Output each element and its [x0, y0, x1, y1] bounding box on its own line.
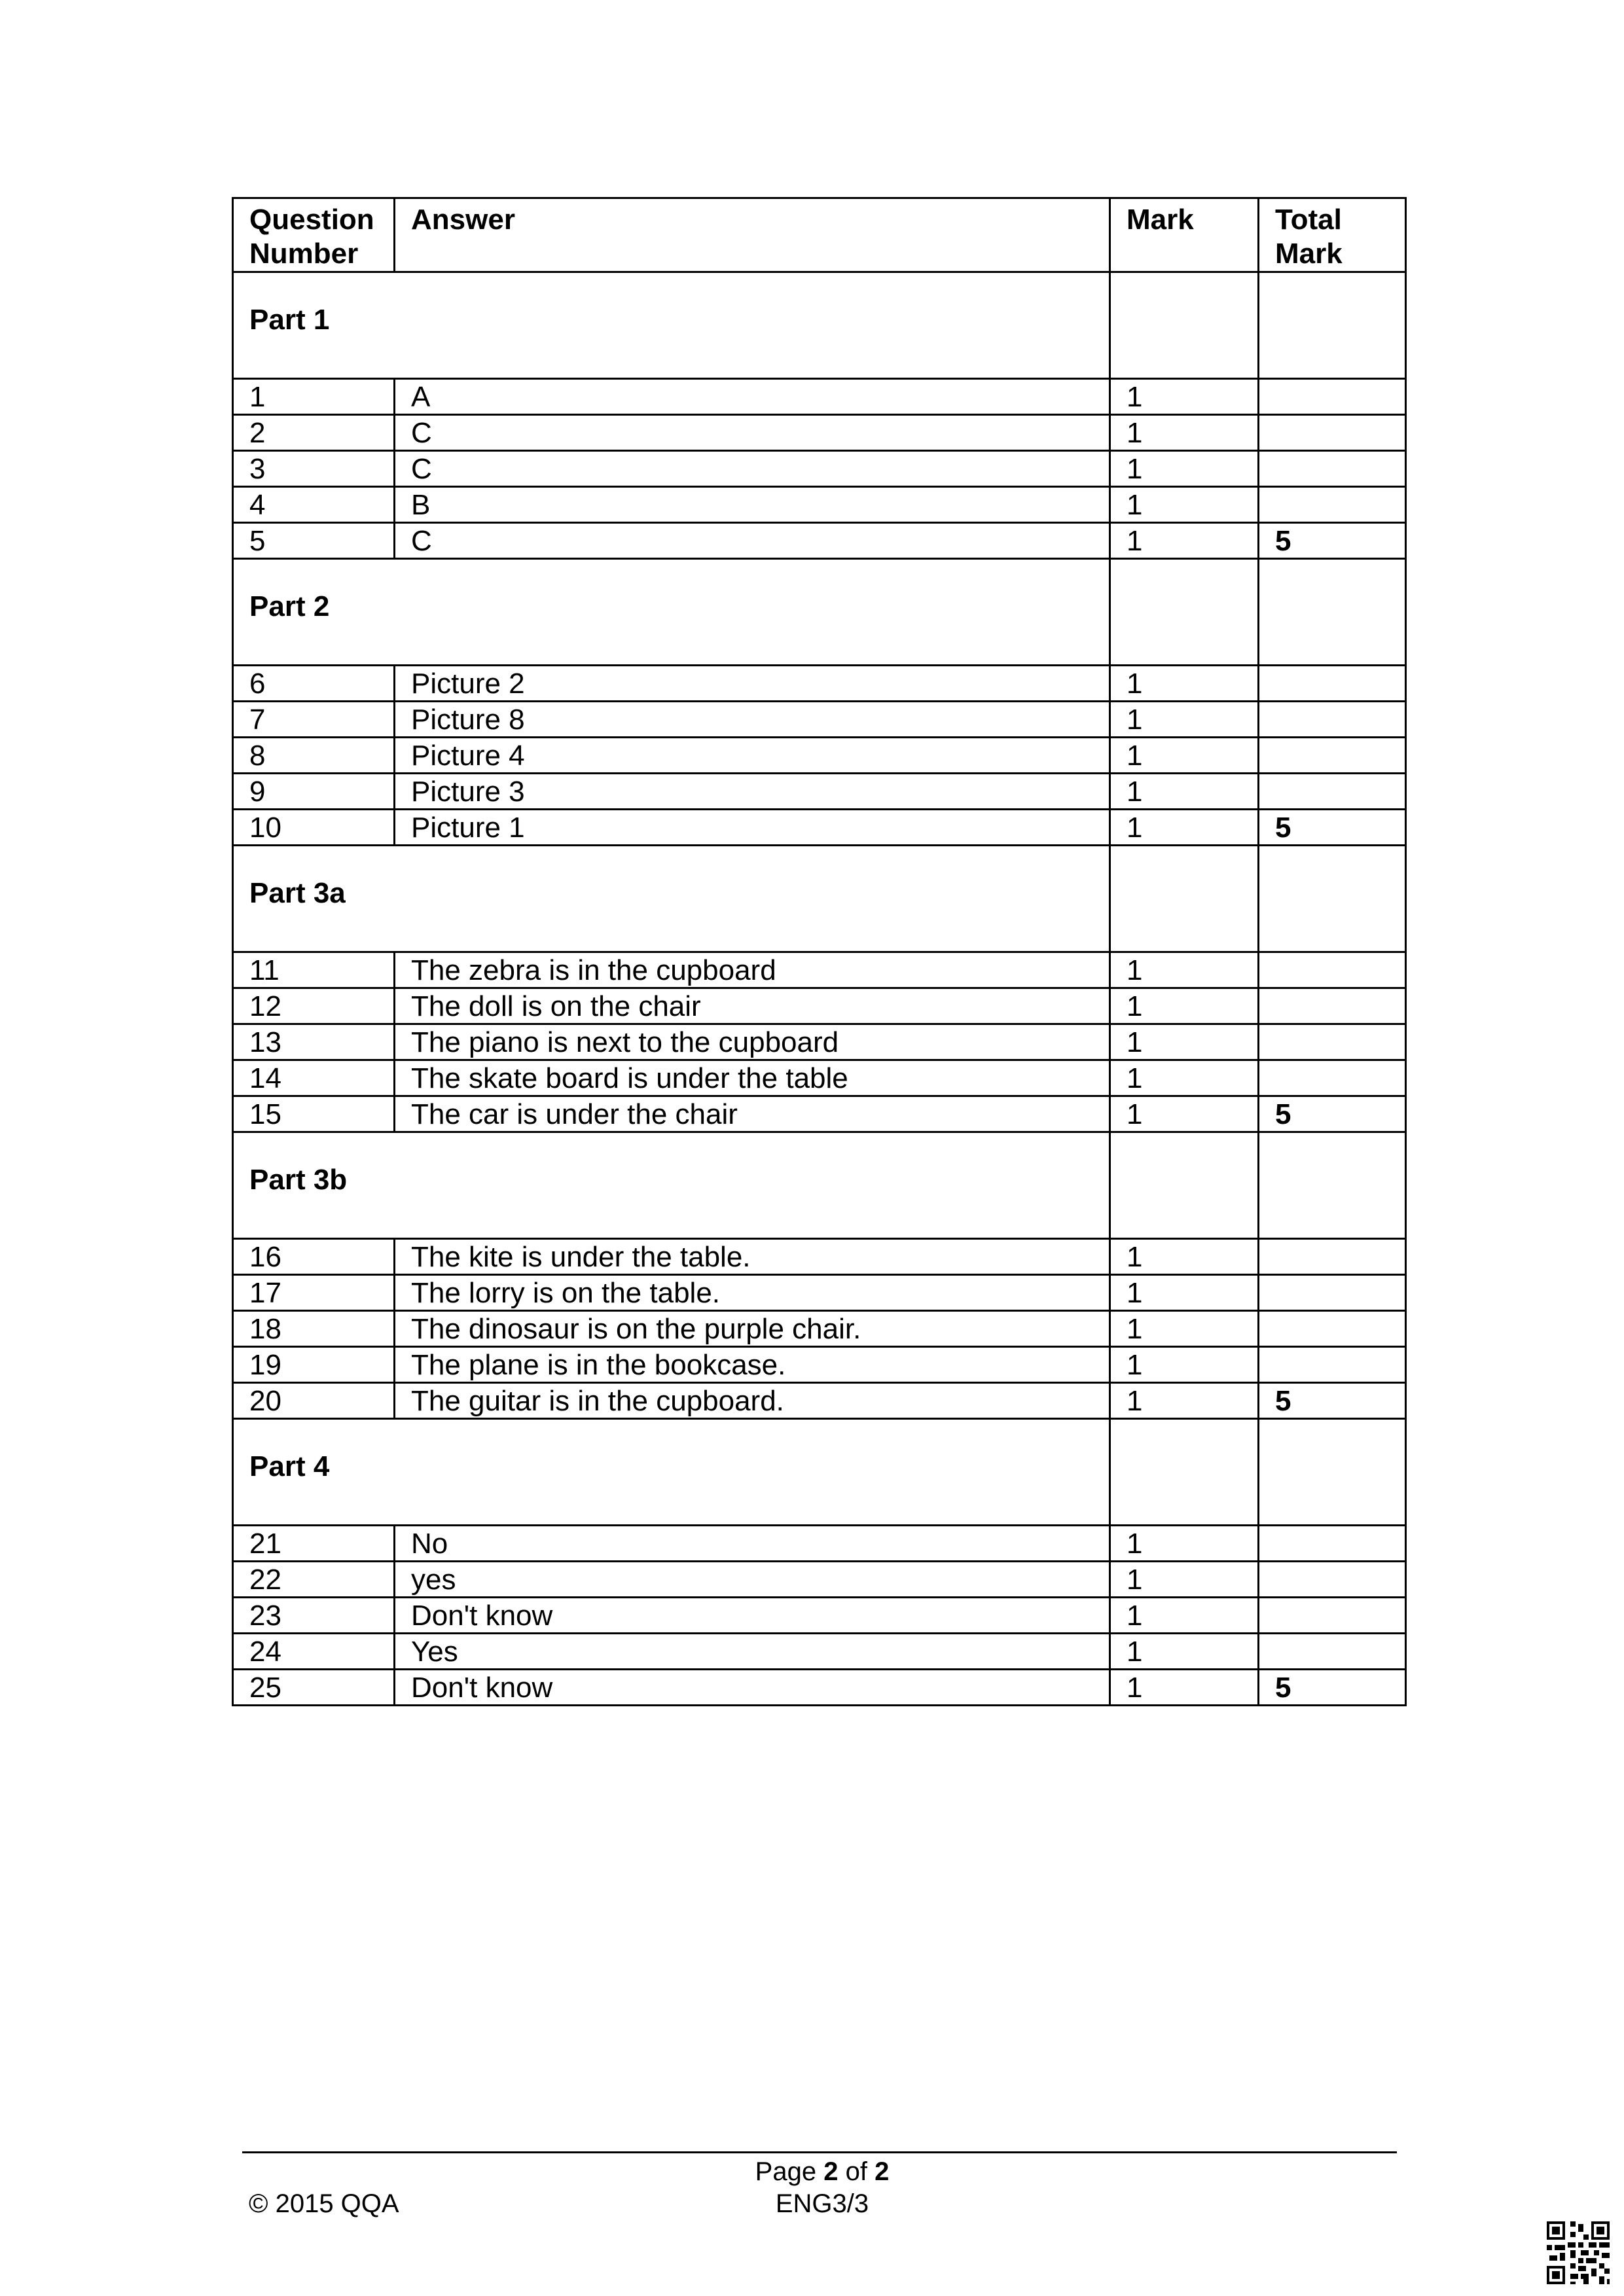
table-row	[233, 737, 1406, 773]
mark-cell: 1	[1110, 1238, 1259, 1274]
total-mark-cell	[1259, 486, 1406, 522]
answer-cell: Don't know	[395, 1669, 1110, 1705]
mark-cell: 1	[1110, 809, 1259, 845]
mark-cell: 1	[1110, 486, 1259, 522]
question-number-cell: 17	[233, 1274, 395, 1310]
table-row	[233, 1525, 1406, 1561]
mark-cell: 1	[1110, 1597, 1259, 1633]
mark-cell: 1	[1110, 414, 1259, 450]
part-mark-cell	[1110, 272, 1259, 378]
table-row	[233, 1060, 1406, 1096]
mark-cell: 1	[1110, 1024, 1259, 1060]
mark-cell: 1	[1110, 952, 1259, 988]
answer-cell: A	[395, 378, 1110, 414]
total-mark-cell	[1259, 701, 1406, 737]
answer-cell: The zebra is in the cupboard	[395, 952, 1110, 988]
page-current: 2	[823, 2157, 839, 2186]
table-row	[233, 414, 1406, 450]
total-mark-cell	[1259, 988, 1406, 1024]
answer-cell: C	[395, 414, 1110, 450]
mark-cell: 1	[1110, 737, 1259, 773]
question-number-cell: 24	[233, 1633, 395, 1669]
part-title: Part 4	[233, 1418, 1110, 1525]
total-mark-cell	[1259, 1024, 1406, 1060]
total-mark-cell: 5	[1259, 809, 1406, 845]
qr-code-icon	[1547, 2221, 1610, 2284]
total-mark-cell	[1259, 1274, 1406, 1310]
question-number-cell: 11	[233, 952, 395, 988]
mark-cell: 1	[1110, 1633, 1259, 1669]
mark-cell: 1	[1110, 450, 1259, 486]
table-row	[233, 1382, 1406, 1418]
total-mark-cell	[1259, 414, 1406, 450]
mark-cell: 1	[1110, 1346, 1259, 1382]
question-number-cell: 9	[233, 773, 395, 809]
question-number-cell: 12	[233, 988, 395, 1024]
mark-cell: 1	[1110, 1060, 1259, 1096]
answer-cell: Don't know	[395, 1597, 1110, 1633]
part-section-row	[233, 558, 1406, 665]
question-number-cell: 18	[233, 1310, 395, 1346]
table-row	[233, 450, 1406, 486]
total-mark-cell	[1259, 773, 1406, 809]
answer-cell: The doll is on the chair	[395, 988, 1110, 1024]
header-total-mark: Total Mark	[1259, 198, 1406, 272]
answer-cell: No	[395, 1525, 1110, 1561]
answer-cell: Yes	[395, 1633, 1110, 1669]
table-row	[233, 1633, 1406, 1669]
document-code: ENG3/3	[775, 2189, 869, 2218]
part-total-cell	[1259, 272, 1406, 378]
question-number-cell: 16	[233, 1238, 395, 1274]
question-number-cell: 13	[233, 1024, 395, 1060]
total-mark-cell	[1259, 1633, 1406, 1669]
mark-cell: 1	[1110, 701, 1259, 737]
page-word: Page	[755, 2157, 817, 2186]
table-row	[233, 1274, 1406, 1310]
question-number-cell: 1	[233, 378, 395, 414]
part-total-cell	[1259, 1132, 1406, 1238]
mark-cell: 1	[1110, 378, 1259, 414]
table-row	[233, 378, 1406, 414]
table-row	[233, 1024, 1406, 1060]
total-mark-cell	[1259, 665, 1406, 701]
total-mark-cell	[1259, 1310, 1406, 1346]
mark-scheme-table	[232, 197, 1407, 1706]
part-mark-cell	[1110, 1418, 1259, 1525]
question-number-cell: 8	[233, 737, 395, 773]
answer-cell: yes	[395, 1561, 1110, 1597]
answer-cell: The plane is in the bookcase.	[395, 1346, 1110, 1382]
total-mark-cell	[1259, 1346, 1406, 1382]
question-number-cell: 10	[233, 809, 395, 845]
answer-cell: The skate board is under the table	[395, 1060, 1110, 1096]
table-row	[233, 773, 1406, 809]
part-title: Part 3a	[233, 845, 1110, 952]
question-number-cell: 22	[233, 1561, 395, 1597]
answer-cell: C	[395, 450, 1110, 486]
question-number-cell: 25	[233, 1669, 395, 1705]
header-question-number: Question Number	[233, 198, 395, 272]
table-row	[233, 1310, 1406, 1346]
table-row	[233, 809, 1406, 845]
part-title: Part 3b	[233, 1132, 1110, 1238]
question-number-cell: 23	[233, 1597, 395, 1633]
page-of: of	[845, 2157, 867, 2186]
question-number-cell: 3	[233, 450, 395, 486]
table-body	[233, 272, 1406, 1705]
table-row	[233, 486, 1406, 522]
answer-cell: Picture 4	[395, 737, 1110, 773]
answer-cell: Picture 3	[395, 773, 1110, 809]
part-total-cell	[1259, 1418, 1406, 1525]
total-mark-cell	[1259, 737, 1406, 773]
question-number-cell: 21	[233, 1525, 395, 1561]
answer-cell: The lorry is on the table.	[395, 1274, 1110, 1310]
total-mark-cell	[1259, 1597, 1406, 1633]
table-row	[233, 701, 1406, 737]
table-row	[233, 522, 1406, 558]
question-number-cell: 15	[233, 1096, 395, 1132]
part-mark-cell	[1110, 558, 1259, 665]
page-indicator	[750, 2159, 894, 2185]
answer-cell: B	[395, 486, 1110, 522]
page-total: 2	[875, 2157, 890, 2186]
footer-divider	[242, 2151, 1397, 2153]
question-number-cell: 4	[233, 486, 395, 522]
mark-cell: 1	[1110, 522, 1259, 558]
question-number-cell: 2	[233, 414, 395, 450]
question-number-cell: 19	[233, 1346, 395, 1382]
header-mark: Mark	[1110, 198, 1259, 272]
total-mark-cell	[1259, 1060, 1406, 1096]
mark-cell: 1	[1110, 1096, 1259, 1132]
total-mark-cell: 5	[1259, 522, 1406, 558]
part-title: Part 2	[233, 558, 1110, 665]
table-row	[233, 1238, 1406, 1274]
mark-cell: 1	[1110, 665, 1259, 701]
question-number-cell: 14	[233, 1060, 395, 1096]
table-row	[233, 665, 1406, 701]
table-row	[233, 1561, 1406, 1597]
part-total-cell	[1259, 845, 1406, 952]
mark-cell: 1	[1110, 1525, 1259, 1561]
total-mark-cell	[1259, 952, 1406, 988]
part-mark-cell	[1110, 845, 1259, 952]
total-mark-cell: 5	[1259, 1382, 1406, 1418]
table-row	[233, 988, 1406, 1024]
total-mark-cell	[1259, 1238, 1406, 1274]
answer-cell: The car is under the chair	[395, 1096, 1110, 1132]
mark-cell: 1	[1110, 988, 1259, 1024]
table-row	[233, 1346, 1406, 1382]
part-section-row	[233, 1418, 1406, 1525]
answer-cell: Picture 8	[395, 701, 1110, 737]
mark-cell: 1	[1110, 1274, 1259, 1310]
part-section-row	[233, 845, 1406, 952]
answer-cell: The guitar is in the cupboard.	[395, 1382, 1110, 1418]
mark-cell: 1	[1110, 1669, 1259, 1705]
answer-cell: The kite is under the table.	[395, 1238, 1110, 1274]
answer-cell: Picture 1	[395, 809, 1110, 845]
header-answer: Answer	[395, 198, 1110, 272]
table-row	[233, 1669, 1406, 1705]
part-total-cell	[1259, 558, 1406, 665]
total-mark-cell	[1259, 450, 1406, 486]
table-row	[233, 952, 1406, 988]
mark-cell: 1	[1110, 1310, 1259, 1346]
part-title: Part 1	[233, 272, 1110, 378]
mark-cell: 1	[1110, 1561, 1259, 1597]
total-mark-cell: 5	[1259, 1096, 1406, 1132]
total-mark-cell	[1259, 1525, 1406, 1561]
answer-cell: C	[395, 522, 1110, 558]
mark-cell: 1	[1110, 1382, 1259, 1418]
question-number-cell: 5	[233, 522, 395, 558]
mark-cell: 1	[1110, 773, 1259, 809]
total-mark-cell	[1259, 378, 1406, 414]
answer-cell: The dinosaur is on the purple chair.	[395, 1310, 1110, 1346]
question-number-cell: 7	[233, 701, 395, 737]
part-mark-cell	[1110, 1132, 1259, 1238]
table-header-row	[233, 198, 1406, 272]
copyright-notice: © 2015 QQA	[249, 2189, 399, 2218]
part-section-row	[233, 272, 1406, 378]
part-section-row	[233, 1132, 1406, 1238]
question-number-cell: 6	[233, 665, 395, 701]
table-row	[233, 1597, 1406, 1633]
answer-cell: Picture 2	[395, 665, 1110, 701]
total-mark-cell: 5	[1259, 1669, 1406, 1705]
answer-cell: The piano is next to the cupboard	[395, 1024, 1110, 1060]
total-mark-cell	[1259, 1561, 1406, 1597]
table-row	[233, 1096, 1406, 1132]
question-number-cell: 20	[233, 1382, 395, 1418]
